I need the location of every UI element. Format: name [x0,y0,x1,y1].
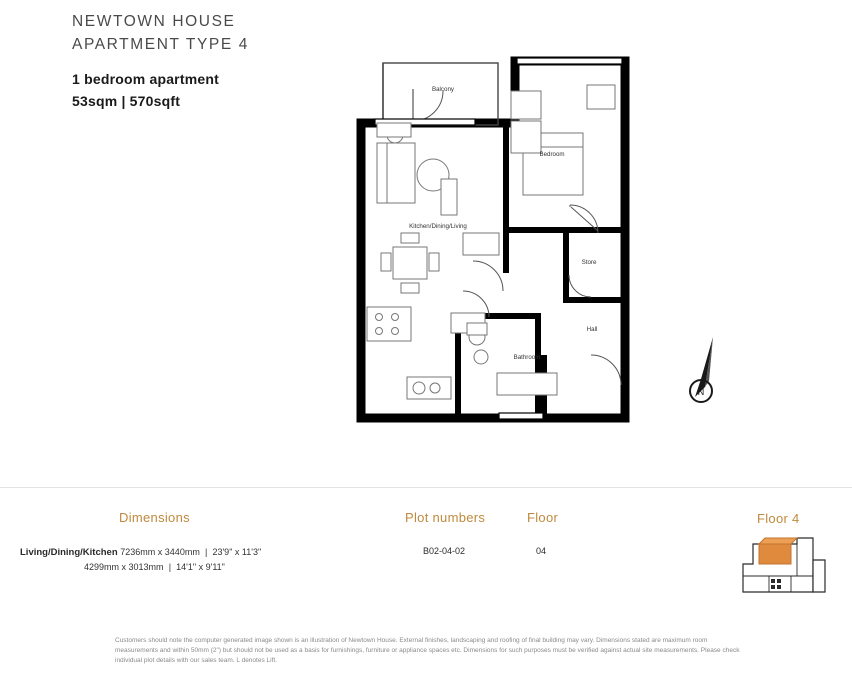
plot-numbers-heading: Plot numbers [405,510,486,525]
apartment-type: APARTMENT TYPE 4 [72,36,249,53]
floor-key-heading: Floor 4 [757,511,800,526]
room-label-store: Store [581,259,597,266]
dimension-separator: | [202,547,210,557]
floorplan-walls [361,58,625,419]
dimension-metric: 4299mm x 3013mm [84,562,164,572]
room-label-bedroom: Bedroom [539,151,565,158]
room-label-hall: Hall [586,326,598,333]
dimension-row [20,545,350,560]
floor-area: 53sqm | 570sqft [72,93,181,109]
bedroom-count: 1 bedroom apartment [72,71,219,87]
dimension-label: Living/Dining/Kitchen [20,547,118,558]
disclaimer-text: Customers should note the computer generated image shown is an illustration of Newtown House. External finishes, landscaping and roofing of final building may vary. Dimensions stated are maximum room measurements and within 50mm (2") but should not be used as a basis for furnishings, furniture or appliance spaces etc. Dimensions for such purposes must be verified against actual site measurements. Please check individual plot details with our sales team. L denotes Lift. [115,637,740,664]
dimension-separator: | [166,562,174,572]
floor-value: 04 [536,546,547,556]
section-divider [0,487,852,488]
dimensions-list [20,545,350,575]
dimension-imperial: 23'9" x 11'3" [212,547,262,557]
compass-rose [675,335,737,407]
floor-key-diagram [735,530,830,608]
compass-north-label: N [697,387,705,397]
floorplan-drawing [355,55,630,425]
dimension-row [20,560,350,575]
plan-header [72,10,372,112]
floor-heading: Floor [527,510,559,525]
room-label-kitchen-dining-living: Kitchen/Dining/Living [409,223,467,230]
dimension-imperial: 14'1" x 9'11" [176,562,225,572]
dimension-metric: 7236mm x 3440mm [120,547,200,557]
room-label-bathroom: Bathroom [513,354,541,361]
room-label-balcony: Balcony [431,86,455,93]
apartment-summary [72,68,372,112]
plot-number-value: B02-04-02 [423,546,466,556]
dimensions-heading: Dimensions [119,510,190,525]
building-name: NEWTOWN HOUSE [72,13,236,30]
